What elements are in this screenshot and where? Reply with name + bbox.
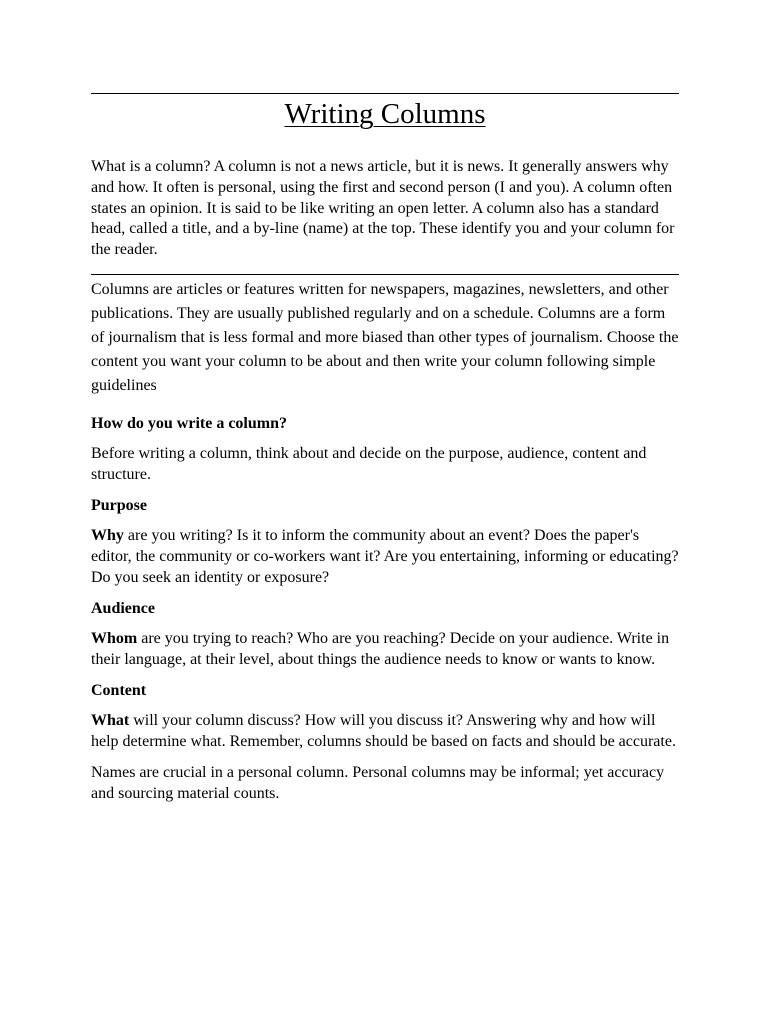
intro-paragraph: What is a column? A column is not a news article, but it is news. It generally answers why and how. It often is personal, using the first and second person (I and you). A column often states an opinion. It is said to be like writing an open letter. A column also has a standard head, called a title, and a by-line (name) at the top. These identify you and your column for the reader. — [91, 158, 675, 259]
purpose-lead-word: Why — [91, 527, 124, 544]
how-paragraph: Before writing a column, think about and decide on the purpose, audience, content and structure. — [91, 445, 647, 483]
content-paragraph — [91, 710, 679, 752]
names-paragraph: Names are crucial in a personal column. Personal columns may be informal; yet accuracy and sourcing material counts. — [91, 764, 665, 802]
document-title: Writing Columns — [284, 98, 486, 130]
audience-lead-word: Whom — [91, 630, 138, 647]
top-divider — [91, 93, 679, 94]
purpose-heading: Purpose — [91, 497, 147, 514]
content-text: will your column discuss? How will you discuss it? Answering why and how will help determine what. Remember, columns should be based on facts and should be accurate. — [91, 712, 676, 750]
how-heading: How do you write a column? — [91, 415, 287, 432]
audience-heading: Audience — [91, 600, 155, 617]
audience-text: are you trying to reach? Who are you reaching? Decide on your audience. Write in their language, at their level, about things the audience needs to know or wants to know. — [91, 630, 670, 668]
purpose-paragraph — [91, 525, 679, 588]
section-divider — [91, 274, 679, 275]
content-heading: Content — [91, 682, 147, 699]
lead-paragraph: Columns are articles or features written for newspapers, magazines, newsletters, and other publications. They are usually published regularly and on a schedule. Columns are a form of journalism that is less formal and more biased than other types of journalism. Choose the content you want your column to be about and then write your column following simple guidelines — [91, 281, 679, 394]
content-lead-word: What — [91, 712, 130, 729]
audience-paragraph — [91, 628, 679, 670]
purpose-text: are you writing? Is it to inform the community about an event? Does the paper's editor, the community or co-workers want it? Are you entertaining, informing or educating? Do you seek an identity or exposure? — [91, 527, 679, 586]
body-section — [91, 278, 679, 814]
